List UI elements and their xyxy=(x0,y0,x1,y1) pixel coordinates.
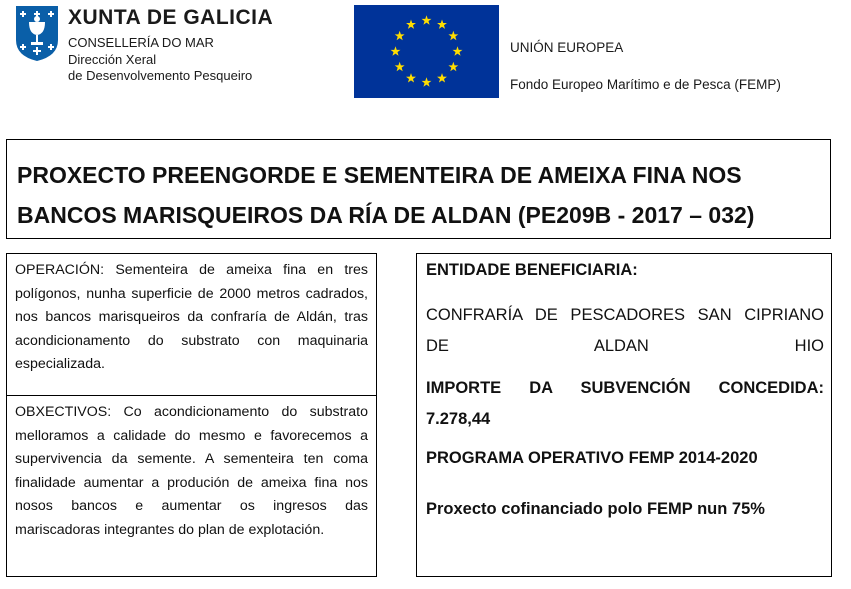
project-title-line2: BANCOS MARISQUEIROS DA RÍA DE ALDAN (PE209B - 2017 – 032) xyxy=(17,202,755,228)
xunta-shield-icon xyxy=(14,4,60,62)
operacion-text: OPERACIÓN: Sementeira de ameixa fina en tres polígonos, nunha superficie de 2000 metros cadrados, nos bancos marisqueiros da confraría de Aldán, tras acondicionamento do substrato con maquinaria especializada. xyxy=(15,262,368,372)
project-title-box xyxy=(6,139,831,239)
importe-label: IMPORTE DA SUBVENCIÓN CONCEDIDA: xyxy=(426,379,824,397)
direccion-line2: de Desenvolvemento Pesqueiro xyxy=(68,68,253,83)
beneficiary-box xyxy=(416,253,832,577)
entidade-line1: CONFRARÍA DE PESCADORES SAN CIPRIANO xyxy=(426,306,824,324)
eu-name: UNIÓN EUROPEA xyxy=(510,40,624,55)
xunta-name: XUNTA DE GALICIA xyxy=(68,6,274,29)
obxectivos-text: OBXECTIVOS: Co acondicionamento do substrato melloramos a calidade do mesmo e favorecemos a supervivencia da semente. A sementeira ten coma finalidade aumentar a produción de ameixa fina nos nosos bancos e aumentar os ingresos das mariscadoras integrantes do plan de explotación. xyxy=(15,404,368,538)
importe-block xyxy=(426,373,824,435)
operacion-box xyxy=(6,253,377,396)
femp-name: Fondo Europeo Marítimo e de Pesca (FEMP) xyxy=(510,77,781,92)
direccion-line1: Dirección Xeral xyxy=(68,52,157,67)
programa-operativo: PROGRAMA OPERATIVO FEMP 2014-2020 xyxy=(426,449,758,467)
cofinanciado-text: Proxecto cofinanciado polo FEMP nun 75% xyxy=(426,500,765,518)
entidade-name xyxy=(426,300,824,362)
obxectivos-box xyxy=(6,396,377,577)
project-title-line1: PROXECTO PREENGORDE E SEMENTEIRA DE AMEIXA FINA NOS xyxy=(17,162,742,188)
entidade-line2: DE ALDAN HIO xyxy=(426,337,824,355)
importe-value: 7.278,44 xyxy=(426,410,491,428)
entidade-label: ENTIDADE BENEFICIARIA: xyxy=(426,261,638,279)
eu-flag-icon xyxy=(354,5,499,98)
conselleria-name: CONSELLERÍA DO MAR xyxy=(68,35,214,50)
xunta-logo xyxy=(14,4,334,94)
